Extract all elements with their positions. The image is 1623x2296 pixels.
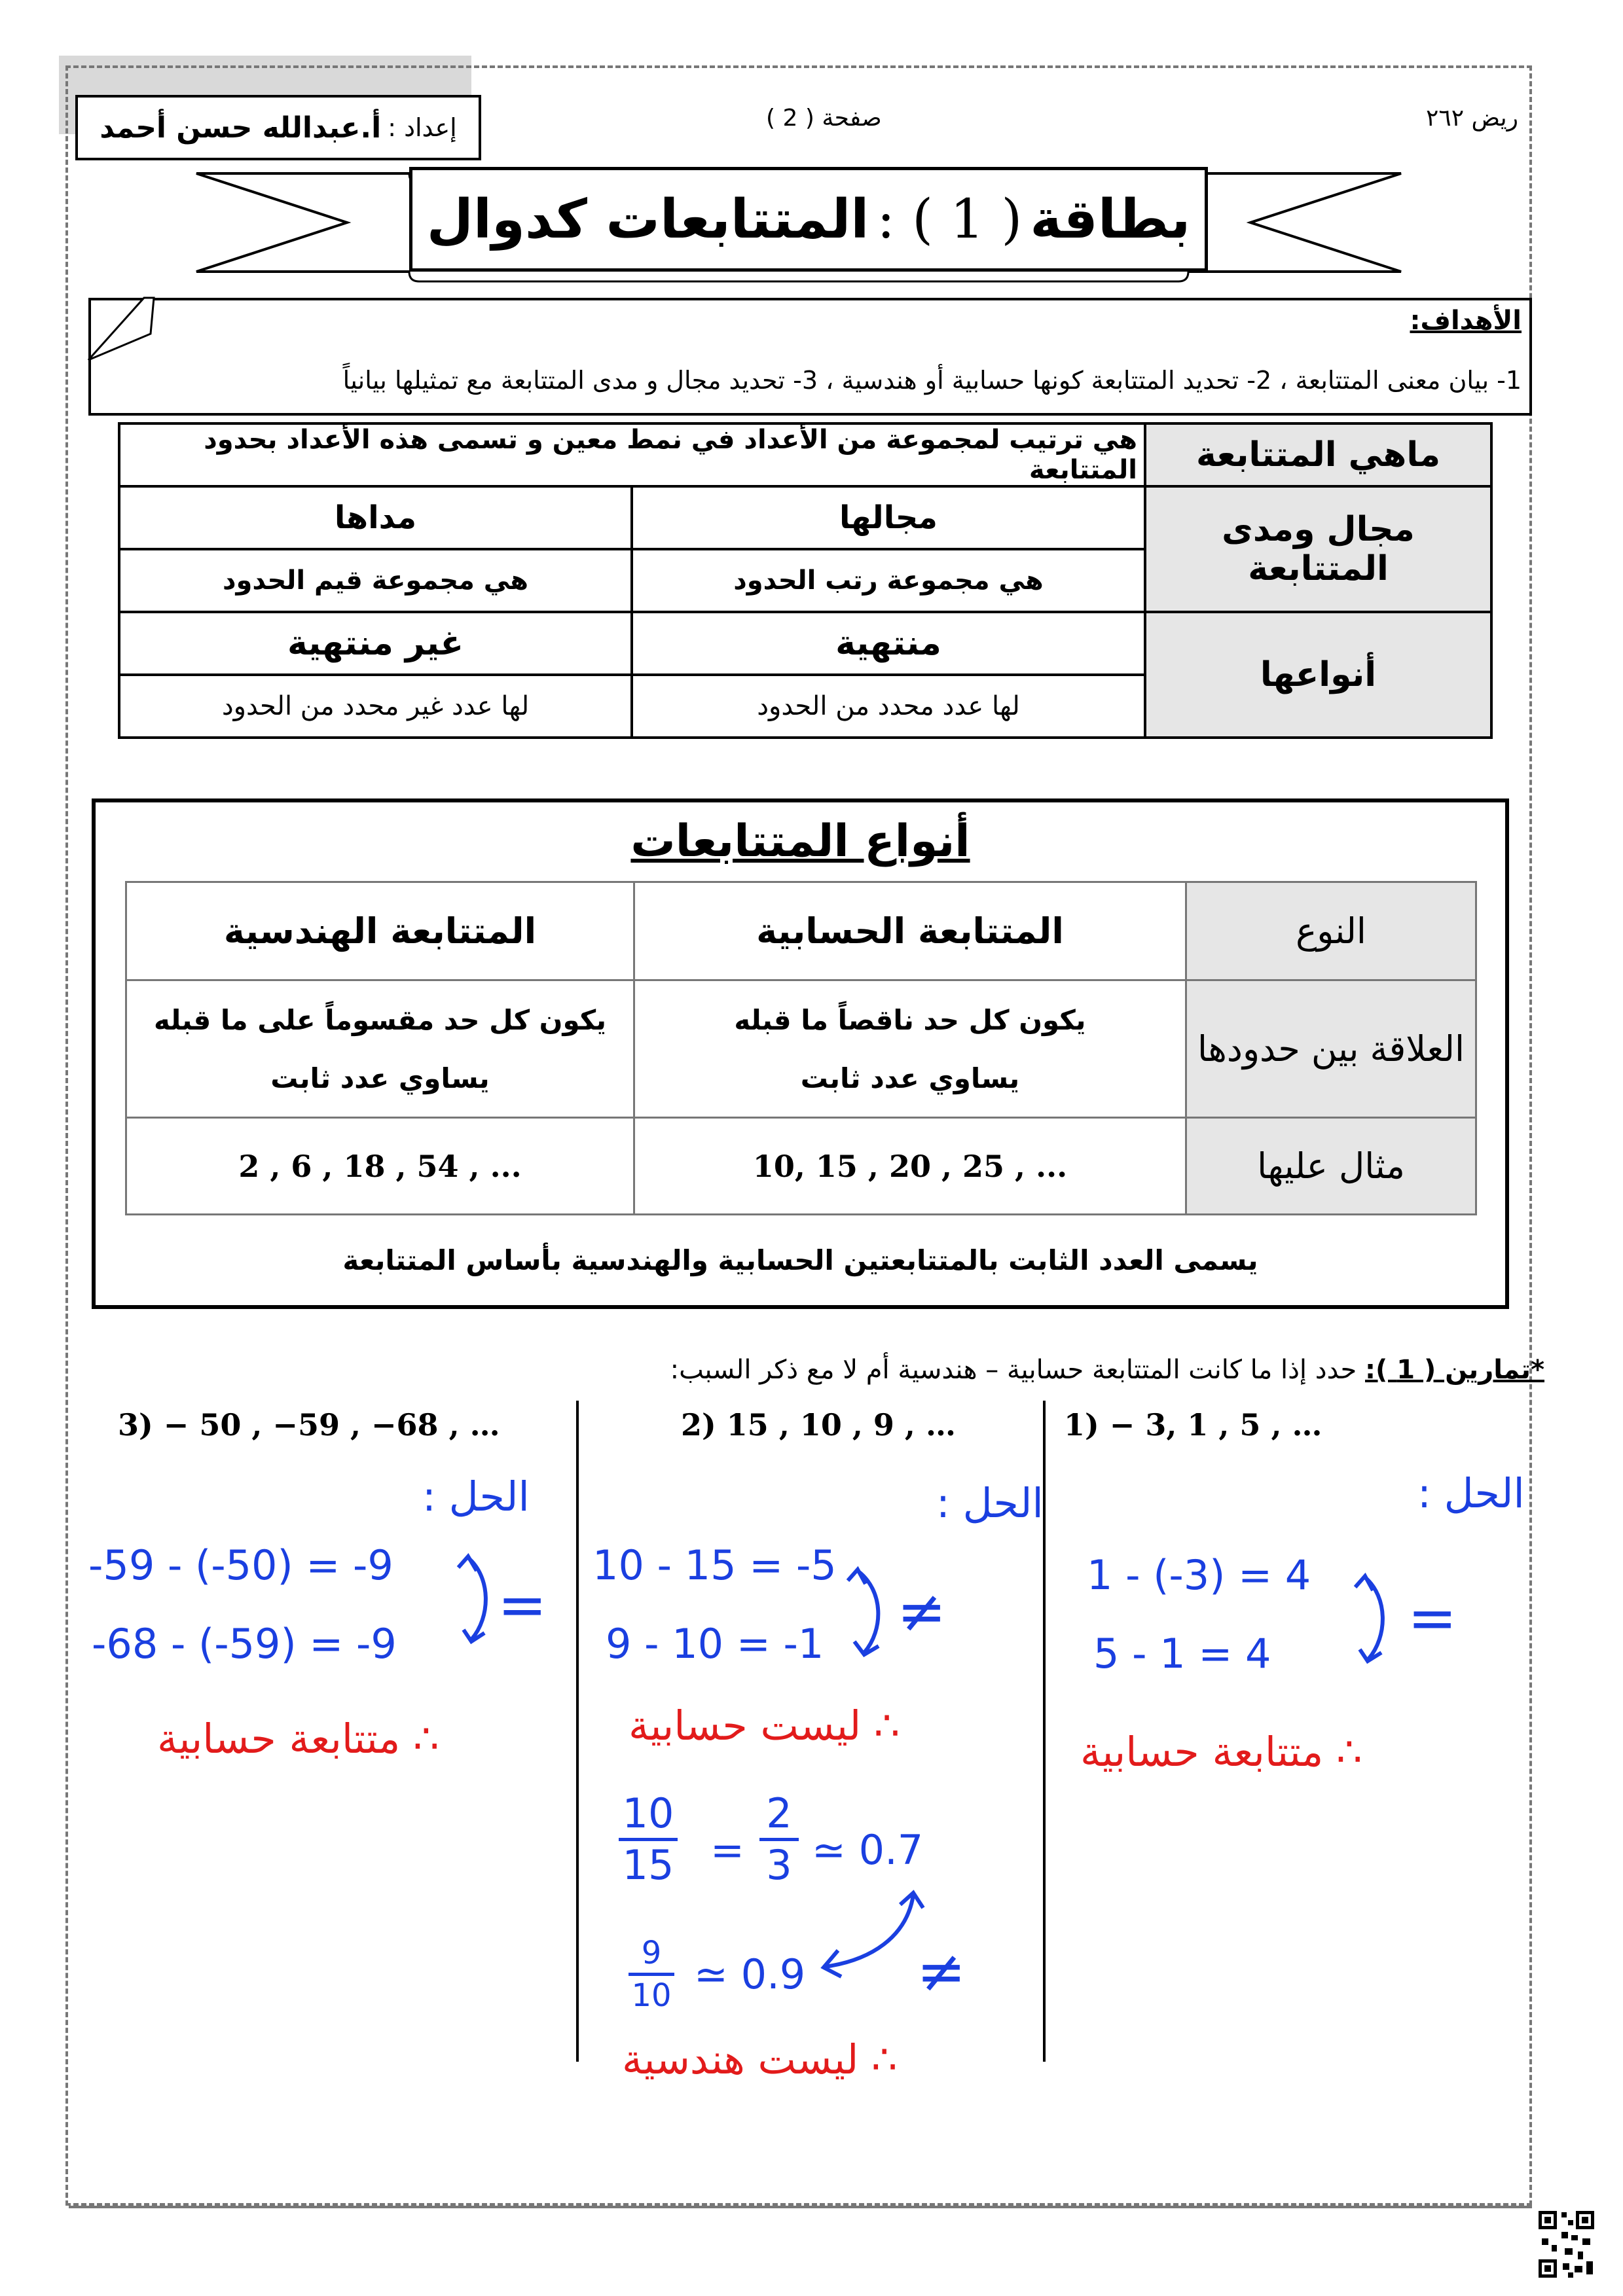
problem-2-line-2: 9 - 10 = -1 (606, 1620, 824, 1668)
ratio-2-approx: ≃ 0.9 (694, 1950, 806, 1998)
problem-3-line-2: -68 - (-59) = -9 (92, 1620, 397, 1668)
geometric-relation-line2: يساوي عدد ثابت (270, 1062, 490, 1094)
problem-2-symbol-2: ≠ (917, 1937, 966, 2006)
sequence-types-table (125, 881, 1477, 1215)
ratio-1-simplified-den: 3 (759, 1838, 799, 1886)
goals-box (88, 298, 1532, 416)
problem-3-solution-label: الحل : (422, 1473, 530, 1520)
problem-3: 3) − 50 , −59 , −68 , … (118, 1407, 500, 1443)
problem-2-solution-label: الحل : (936, 1479, 1044, 1527)
problem-2-conclusion-2: ∴ ليست هندسية (622, 2036, 898, 2083)
author-prefix: إعداد : (388, 113, 457, 142)
goals-heading: الأهداف: (1410, 306, 1522, 336)
problem-2-line-1: 10 - 15 = -5 (593, 1541, 837, 1589)
arithmetic-relation (634, 980, 1186, 1118)
ratio-2-fraction (629, 1935, 674, 2014)
problem-3-symbol: = (498, 1571, 547, 1640)
what-text: هي ترتيب لمجموعة من الأعداد في نمط معين و تسمى هذه الأعداد بحدود المتتابعة (119, 423, 1145, 486)
problem-1-line-2: 5 - 1 = 4 (1093, 1630, 1271, 1677)
finite-text: لها عدد محدد من الحدود (632, 675, 1145, 738)
card-topic: المتتابعات كدوال (426, 188, 869, 251)
problem-2-conclusion: ∴ ليست حسابية (629, 1702, 900, 1749)
relation-label: العلاقة بين حدودها (1186, 980, 1476, 1118)
problem-2-symbol: ≠ (897, 1577, 947, 1646)
problem-1-line-1: 1 - (-3) = 4 (1087, 1551, 1311, 1599)
goals-text: 1- بيان معنى المتتابعة ، 2- تحديد المتتابعة كونها حسابية أو هندسية ، 3- تحديد مجال و مدى المتتابعة مع تمثيلها بيانياً (342, 366, 1522, 395)
qr-code-icon (1535, 2206, 1597, 2283)
ratio-1-approx: ≃ 0.7 (812, 1826, 924, 1874)
ratio-1-fraction (619, 1789, 678, 1889)
problem-1-symbol: = (1408, 1584, 1457, 1653)
arithmetic-relation-line2: يساوي عدد ثابت (800, 1062, 1020, 1094)
ratio-1-simplified-num: 2 (766, 1789, 792, 1837)
exercises-instruction: حدد إذا ما كانت المتتابعة حسابية – هندسية أم لا مع ذكر السبب: (670, 1355, 1357, 1385)
ratio-1-num: 10 (622, 1789, 674, 1837)
curved-arrow-icon (838, 1564, 897, 1662)
arithmetic-example: 10, 15 , 20 , 25 , ... (634, 1118, 1186, 1215)
exercises-intro (670, 1355, 1544, 1385)
bottom-divider (69, 2206, 1532, 2208)
what-label: ماهي المتتابعة (1145, 423, 1491, 486)
author-name: أ.عبدالله حسن أحمد (100, 111, 382, 145)
example-label: مثال عليها (1186, 1118, 1476, 1215)
problem-3-conclusion: ∴ متتابعة حسابية (157, 1715, 439, 1763)
card-title (409, 167, 1208, 272)
infinite-head: غير منتهية (119, 612, 632, 675)
page-number: صفحة ( 2 ) (766, 105, 882, 132)
author-box (75, 95, 481, 160)
type-label: النوع (1186, 882, 1476, 980)
problem-1: 1) − 3, 1 , 5 , … (1064, 1407, 1322, 1443)
common-ratio-note: يسمى العدد الثابت بالمتتابعتين الحسابية والهندسية بأساس المتتابعة (342, 1244, 1258, 1276)
problem-3-line-1: -59 - (-50) = -9 (88, 1541, 393, 1589)
card-word: بطاقة (1030, 188, 1191, 251)
exercises-label: *تمارين ( 1 ): (1365, 1355, 1544, 1385)
domain-range-label: مجال ومدى المتتابعة (1145, 486, 1491, 612)
ratio-2-den: 10 (629, 1973, 674, 2011)
column-divider (576, 1401, 579, 2062)
course-code: ريض ٢٦٢ (1426, 105, 1518, 132)
sequence-types-box (92, 798, 1509, 1309)
range-head: مداها (119, 486, 632, 549)
sequence-types-title: أنواع المتتابعات (630, 816, 970, 867)
curved-arrow-icon (452, 1551, 504, 1649)
geometric-example: 2 , 6 , 18 , 54 , ... (126, 1118, 634, 1215)
geometric-head: المتتابعة الهندسية (126, 882, 634, 980)
domain-head: مجالها (632, 486, 1145, 549)
ratio-1-den: 15 (619, 1838, 678, 1886)
problem-2: 2) 15 , 10 , 9 , … (681, 1407, 956, 1443)
definitions-table (118, 422, 1493, 739)
page-curl-icon (85, 295, 157, 367)
ratio-2-num: 9 (641, 1935, 662, 1971)
geometric-relation-line1: يكون كل حد مقسوماً على ما قبله (154, 1003, 606, 1036)
finite-head: منتهية (632, 612, 1145, 675)
problem-1-conclusion: ∴ متتابعة حسابية (1080, 1728, 1362, 1776)
range-text: هي مجموعة قيم الحدود (119, 549, 632, 612)
problem-1-solution-label: الحل : (1417, 1469, 1525, 1517)
geometric-relation (126, 980, 634, 1118)
curved-arrow-icon (1345, 1571, 1398, 1669)
ratio-1-simplified (759, 1789, 799, 1889)
equals-sign: = (710, 1826, 744, 1874)
arithmetic-head: المتتابعة الحسابية (634, 882, 1186, 980)
arithmetic-relation-line1: يكون كل حد ناقصاً ما قبله (734, 1003, 1086, 1036)
domain-text: هي مجموعة رتب الحدود (632, 549, 1145, 612)
infinite-text: لها عدد غير محدد من الحدود (119, 675, 632, 738)
card-number: ( 1 ) : (877, 188, 1023, 251)
types-label: أنواعها (1145, 612, 1491, 738)
